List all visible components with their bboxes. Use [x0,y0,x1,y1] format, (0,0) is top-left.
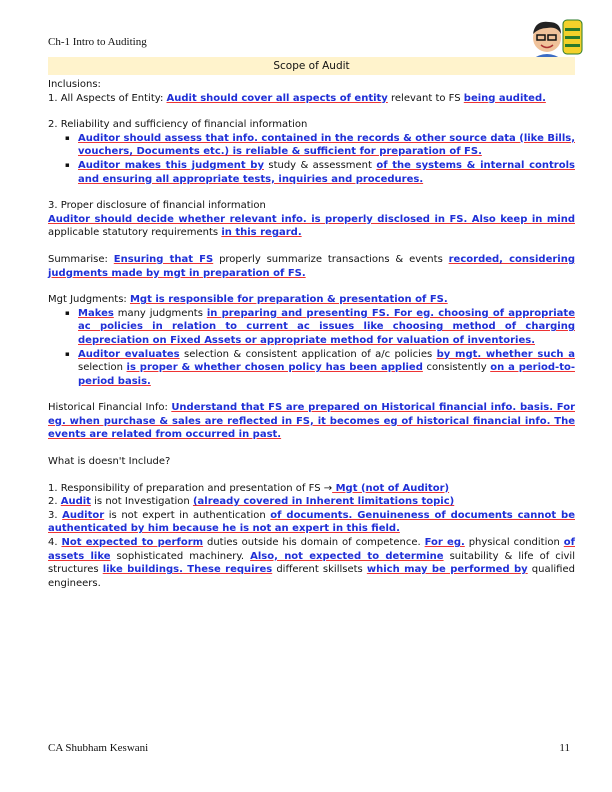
page-number: 11 [559,742,570,754]
item-text: consistently [422,362,491,374]
item-text: 1. Responsibility of preparation and presentation of FS [48,482,324,494]
chapter-header: Ch-1 Intro to Auditing [48,36,147,48]
author-avatar-logo [527,16,583,60]
not-include-heading: What is doesn't Include? [48,456,171,468]
highlight-text: like buildings. These requires [102,564,273,576]
highlight-text: Mgt (not of Auditor) [332,482,450,494]
item-lead: Mgt Judgments: [48,294,130,306]
item-text: duties outside his domain of competence. [203,537,425,549]
inclusion-item-3-heading: 3. Proper disclosure of financial information [48,200,266,212]
exclusion-item-2 [48,495,575,509]
item-text: physical condition [464,537,564,549]
item-text: different skillsets [272,564,367,576]
item-text: relevant to FS [387,92,464,104]
exclusion-item-4 [48,536,575,590]
highlight-text: (already covered in Inherent limitations topic) [192,496,455,508]
bullet-item [48,132,575,159]
item-text: selection [78,362,127,374]
item-text: selection & consistent application of a/c policies [179,348,437,360]
bullet-item [48,348,575,389]
footer-author: CA Shubham Keswani [48,742,149,754]
highlight-text: For eg. [424,537,465,549]
item-lead: 1. All Aspects of Entity: [48,92,167,104]
highlight-text: which may be performed by [366,564,528,576]
highlight-text: Also, not expected to determine [250,550,444,562]
highlight-text: of assets like [48,537,575,562]
inclusions-label: Inclusions: [48,79,101,90]
highlight-text: being audited. [463,92,546,104]
historical-info-paragraph [48,401,575,442]
item-text: properly summarize transactions & events [213,253,449,265]
item-text: applicable statutory requirements [48,227,222,239]
item-text: is not Investigation [90,496,193,508]
item-text: qualified engineers. [48,564,575,589]
inclusion-item-1 [48,92,575,106]
inclusion-item-2-heading: 2. Reliability and sufficiency of financial information [48,119,308,131]
highlight-text: Auditor should assess that info. contained in the records & other source data (like Bills, vouchers, Documents etc.) is reliable & sufficient for preparation of FS. [78,132,575,158]
document-body [48,78,575,590]
highlight-text: of documents. Genuineness of documents cannot be authenticated by him because he is not an expert in this field. [48,509,575,535]
highlight-text: Audit should cover all aspects of entity [166,92,388,104]
inclusion-item-3-text [48,213,575,240]
arrow-icon: → [323,482,333,494]
item-text: 3. [48,509,63,521]
highlight-text: Mgt is responsible for preparation & presentation of FS. [129,294,448,306]
item-text: is not expert in authentication [104,509,271,521]
highlight-text: Understand that FS are prepared on Historical financial info. basis. For eg. when purchase & sales are reflected in FS, it becomes eg of historical financial info. The events are related from occurred in past. [48,402,575,441]
highlight-text: of the systems & internal controls and ensuring all appropriate tests, inquiries and procedures. [78,159,575,185]
bullet-item [48,307,575,348]
highlight-text: in preparing and presenting FS. For eg. choosing of appropriate ac policies in relation to current ac issues like choosing method of charging depreciation on Fixed Assets or appropriate method for valuation of inventories. [78,307,575,346]
highlight-text: Ensuring that FS [113,253,214,265]
item-text: 4. [48,537,62,549]
exclusion-item-3 [48,509,575,536]
item-lead: Summarise: [48,253,114,265]
highlight-text: on a period-to-period basis. [78,362,575,387]
item-text: suitability & life of civil structures [48,550,575,576]
item-text: 2. [48,496,61,508]
item-lead: Historical Financial Info: [48,402,172,414]
bullet-item [48,159,575,186]
page-title: Scope of Audit [48,57,575,75]
highlight-text: Audit [60,496,91,508]
item-text: sophisticated machinery. [110,550,251,562]
exclusion-item-1 [48,482,575,496]
summarise-paragraph [48,253,575,280]
highlight-text: recorded, considering judgments made by mgt in preparation of FS. [48,253,575,279]
highlight-text: Makes [78,307,114,319]
mgt-judgments-heading [48,293,575,307]
highlight-text: Auditor makes this judgment by [78,159,264,171]
highlight-text: Auditor [62,509,105,521]
item-text: study & assessment [263,159,377,171]
highlight-text: Auditor evaluates [78,348,180,360]
highlight-text: by mgt. whether such a [436,348,575,360]
item-text: many judgments [113,307,207,319]
highlight-text: in this regard. [221,227,302,239]
highlight-text: is proper & whether chosen policy has been applied [126,362,423,374]
highlight-text: Auditor should decide whether relevant info. is properly disclosed in FS. Also keep in mind [48,213,575,225]
highlight-text: Not expected to perform [61,537,204,549]
